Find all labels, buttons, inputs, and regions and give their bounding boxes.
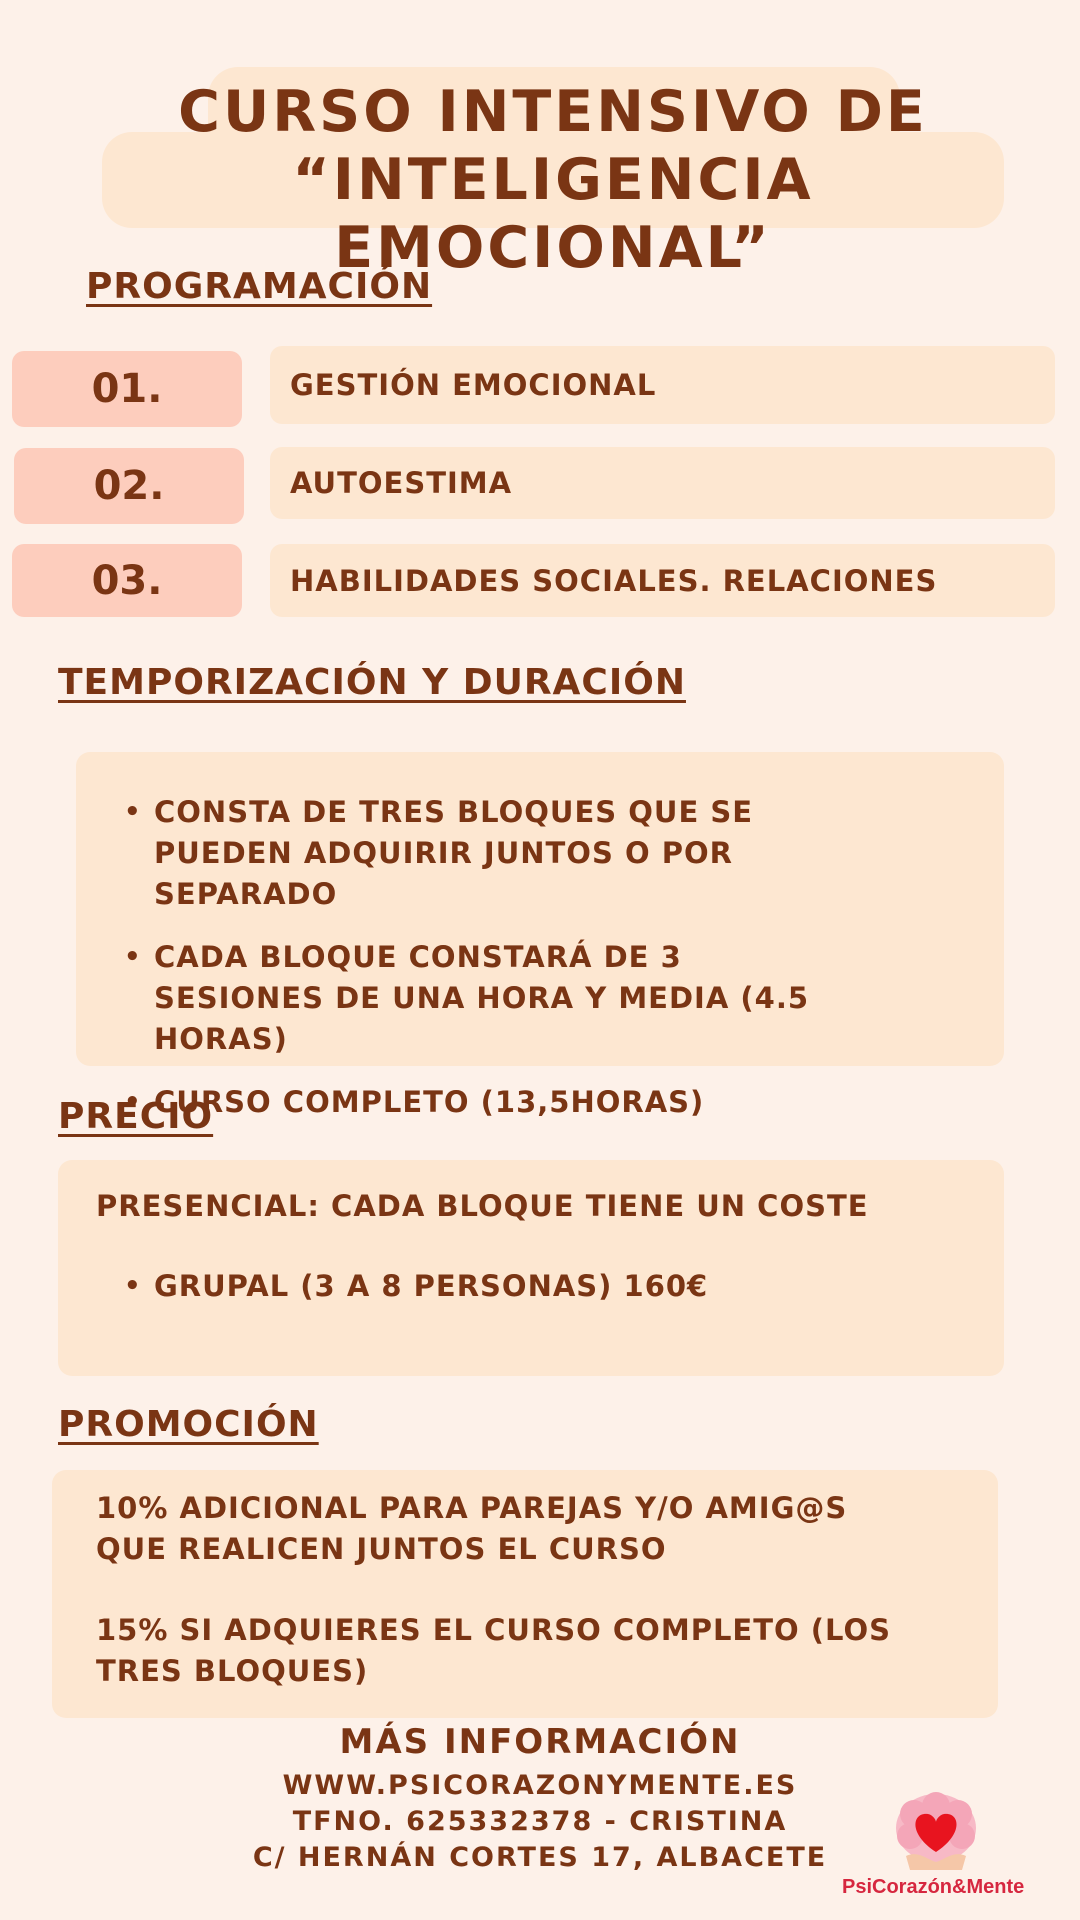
precio-heading: PRECIO: [58, 1096, 214, 1137]
footer-website[interactable]: WWW.PSICORAZONYMENTE.ES: [282, 1770, 798, 1801]
promocion-line-1: 10% ADICIONAL PARA PAREJAS Y/O AMIG@S QUE REALICEN JUNTOS EL CURSO: [96, 1491, 848, 1566]
promocion-line-2: 15% SI ADQUIERES EL CURSO COMPLETO (LOS TRES BLOQUES): [96, 1613, 892, 1688]
footer-heading: MÁS INFORMACIÓN: [339, 1722, 741, 1762]
footer-phone: TFNO. 625332378 - CRISTINA: [292, 1806, 788, 1837]
list-item: • GRUPAL (3 A 8 PERSONAS) 160€: [124, 1266, 924, 1307]
title-line-1: CURSO INTENSIVO DE: [178, 79, 928, 145]
precio-list: [124, 1266, 924, 1329]
temporizacion-list: [124, 792, 844, 1145]
programacion-heading: PROGRAMACIÓN: [86, 266, 433, 307]
program-number-1: 01.: [12, 351, 242, 427]
title-line-2: “INTELIGENCIA EMOCIONAL”: [292, 147, 814, 281]
program-number-3: 03.: [12, 544, 242, 617]
temporizacion-heading: TEMPORIZACIÓN Y DURACIÓN: [58, 662, 686, 703]
program-item-3: HABILIDADES SOCIALES. RELACIONES: [270, 544, 1055, 617]
brain-heart-icon: [888, 1790, 984, 1876]
list-item: • CONSTA DE TRES BLOQUES QUE SE PUEDEN ADQUIRIR JUNTOS O POR SEPARADO: [124, 792, 844, 915]
page-title: [102, 78, 1004, 282]
list-item: • CURSO COMPLETO (13,5HORAS): [124, 1082, 844, 1123]
program-item-1: GESTIÓN EMOCIONAL: [270, 346, 1055, 424]
footer-address: C/ HERNÁN CORTES 17, ALBACETE: [252, 1842, 828, 1873]
program-number-2: 02.: [14, 448, 244, 524]
precio-intro: PRESENCIAL: CADA BLOQUE TIENE UN COSTE: [96, 1189, 869, 1223]
program-item-2: AUTOESTIMA: [270, 447, 1055, 519]
list-item: • CADA BLOQUE CONSTARÁ DE 3 SESIONES DE UNA HORA Y MEDIA (4.5 HORAS): [124, 937, 844, 1060]
brand-logo: PsiCorazón&Mente: [842, 1876, 1025, 1898]
promocion-heading: PROMOCIÓN: [58, 1404, 319, 1445]
